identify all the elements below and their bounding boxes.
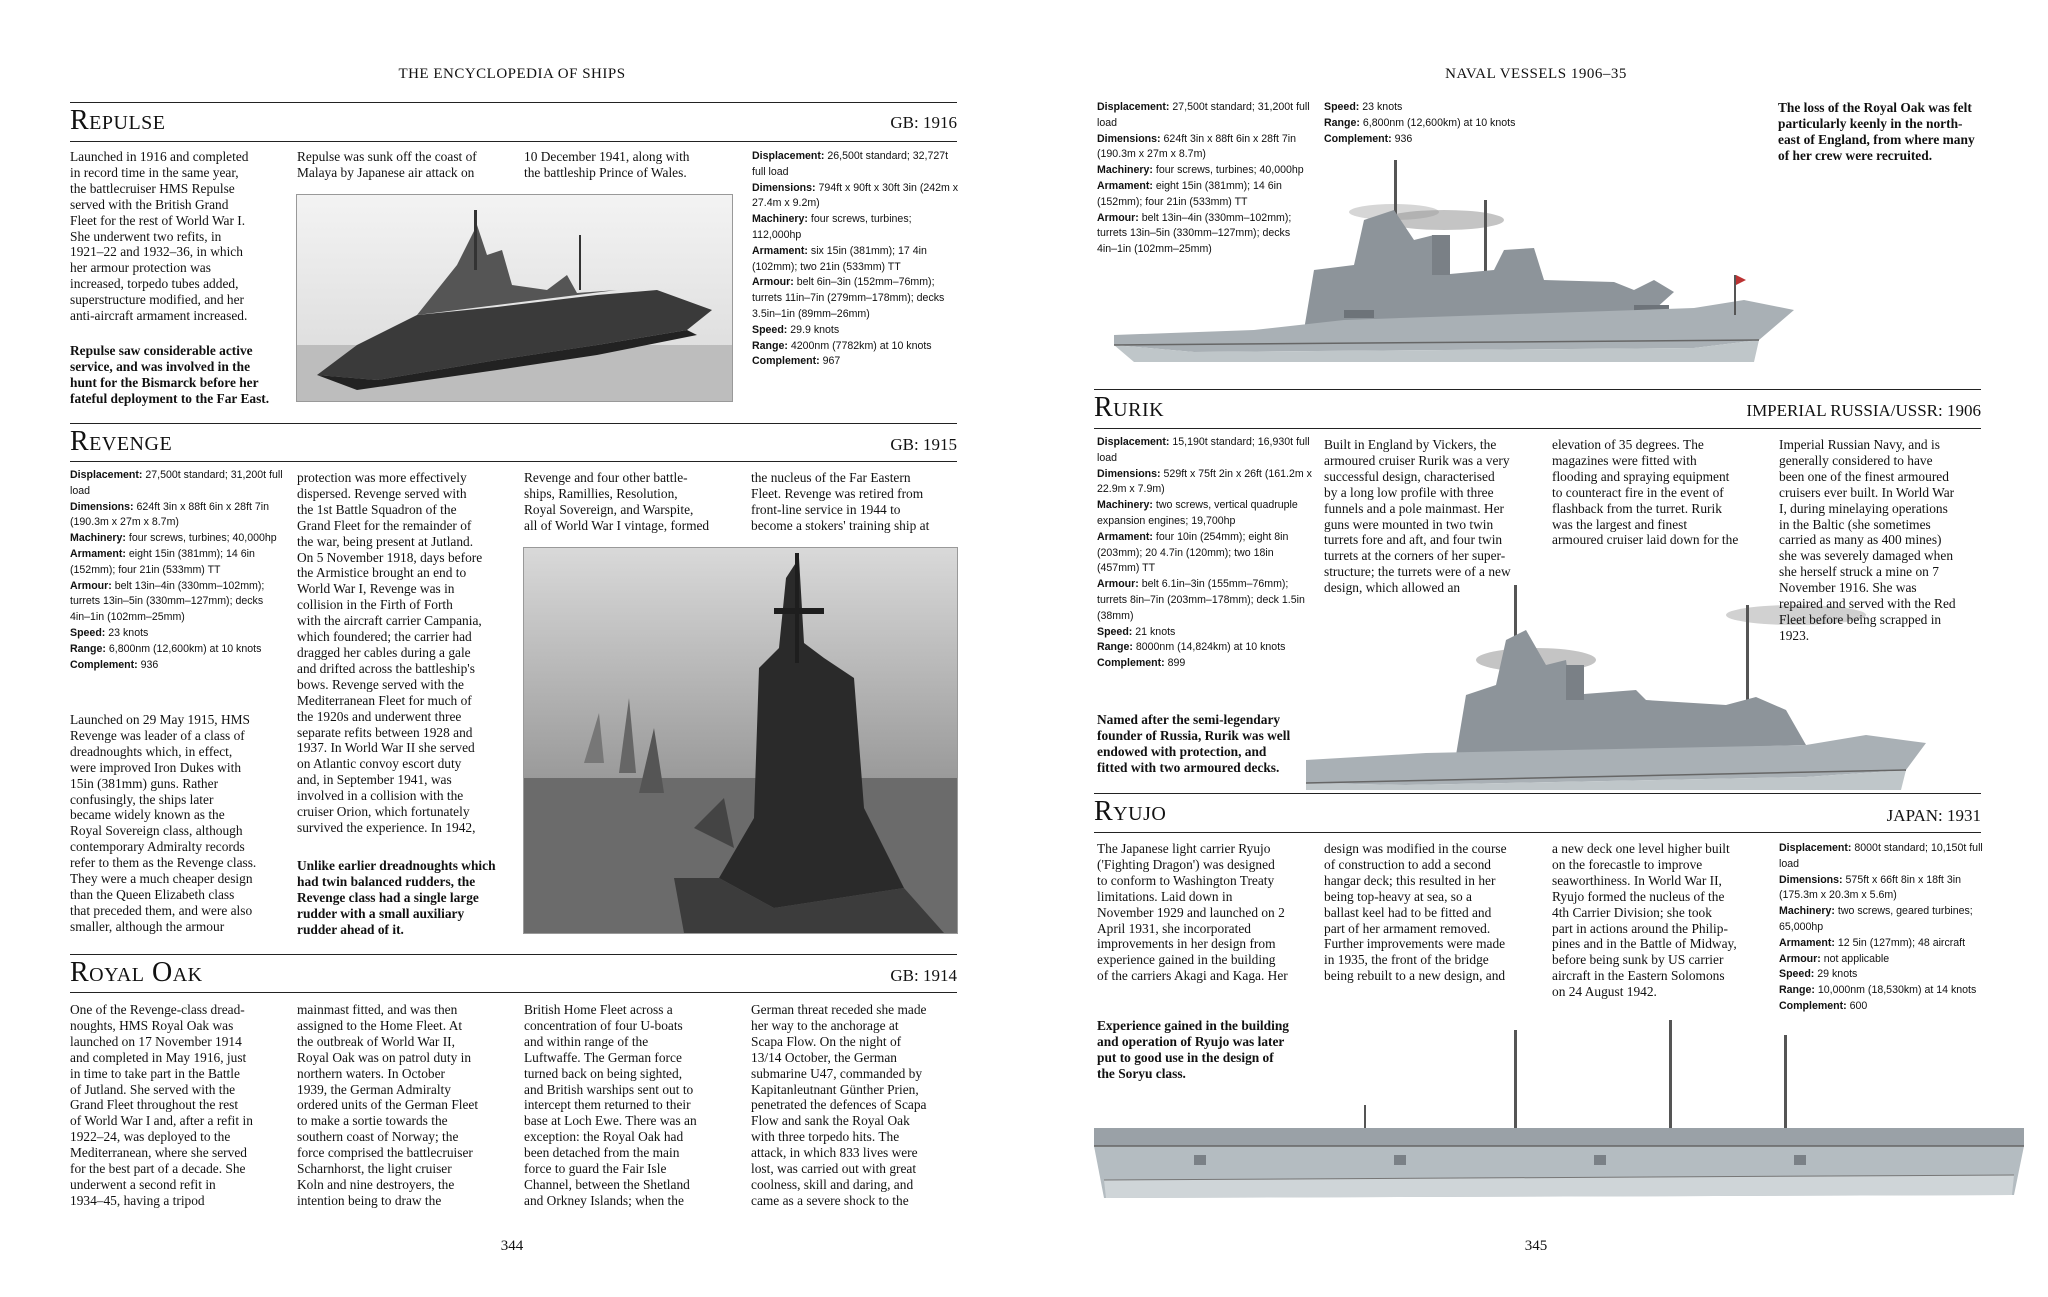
spec-speed: Speed: 29 knots bbox=[1779, 968, 1858, 981]
page-number-right: 345 bbox=[1524, 1238, 1548, 1254]
repulse-country: GB: 1916 bbox=[890, 113, 957, 132]
ryujo-country: JAPAN: 1931 bbox=[1886, 806, 1981, 825]
section-subrule bbox=[70, 141, 957, 142]
revenge-title: Revenge bbox=[70, 426, 173, 457]
royal-oak-text-col3: British Home Fleet across a concentration of four U-boats and within range of the Luftwaffe. The German force turned back on being sighted, and British warships sent out to intercept them returned to their base at Loch Ewe. There was an exception: the Royal Oak had been detached from the main force to guard the Fair Isle Channel, between the Shetland and Orkney Islands; when the bbox=[524, 1002, 697, 1208]
royal-oak-title: Royal Oak bbox=[70, 957, 203, 988]
right-page bbox=[1024, 0, 2048, 1297]
spec-complement: Complement: 936 bbox=[70, 658, 159, 671]
rurik-caption: Named after the semi-legendary founder of Russia, Rurik was well endowed with protection, and fitted with two armoured decks. bbox=[1097, 712, 1291, 775]
ryujo-specs bbox=[1779, 841, 1994, 1015]
ryujo-text-col3: a new deck one level higher built on the forecastle to improve seaworthiness. In World War II, Ryujo formed the nucleus of the 4th Carrier Division; she took part in actions around the Philip- pines and in the Battle of Midway, before being sunk by US carrier aircraft in the Eastern Solomons on 24 August 1942. bbox=[1552, 841, 1737, 1000]
section-subrule bbox=[1094, 832, 1981, 833]
repulse-ship-image bbox=[297, 195, 732, 401]
rurik-title: Rurik bbox=[1094, 392, 1165, 423]
spec-armour: Armour: not applicable bbox=[1779, 952, 1890, 965]
repulse-text-col1: Launched in 1916 and completed in record time in the same year, the battlecruiser HMS Repulse served with the British Grand Fleet for the rest of World War I. She underwent two refits, in 1921–22 and 1932–36, in which her armour protection was increased, torpedo tubes added, superstructure modified, and her anti-aircraft armament increased. bbox=[70, 149, 249, 324]
spec-displacement: Displacement: 15,190t standard; 16,930t full load bbox=[1097, 436, 1310, 464]
spec-machinery: Machinery: four screws, turbines; 40,000hp bbox=[1097, 164, 1304, 177]
spec-complement: Complement: 600 bbox=[1779, 999, 1868, 1012]
revenge-photo bbox=[523, 547, 958, 934]
spec-armament: Armament: 12 5in (127mm); 48 aircraft bbox=[1779, 936, 1966, 949]
rurik-text-col4: Imperial Russian Navy, and is generally considered to have been one of the finest armoured cruisers ever built. In World War I, during minelaying operations in the Baltic (she sometimes carried as many as 400 mines) she was severely damaged when she herself struck a mine on 7 November 1916. She was repaired and served with the Red Fleet before being scrapped in 1923. bbox=[1779, 437, 1956, 643]
revenge-caption: Unlike earlier dreadnoughts which had twin balanced rudders, the Revenge class had a single large rudder with a small auxiliary rudder ahead of it. bbox=[297, 858, 496, 937]
repulse-title: Repulse bbox=[70, 105, 166, 136]
royal-oak-caption: The loss of the Royal Oak was felt particularly keenly in the north- east of England, from where many of her crew were recruited. bbox=[1778, 100, 1975, 163]
section-rule bbox=[1094, 389, 1981, 390]
spec-armour: Armour: belt 13in–4in (330mm–102mm); turrets 13in–5in (330mm–127mm); decks 4in–1in (102mm–25mm) bbox=[70, 579, 265, 624]
section-subrule bbox=[70, 992, 957, 993]
spec-machinery: Machinery: two screws, geared turbines; 65,000hp bbox=[1779, 905, 1973, 933]
spec-machinery: Machinery: two screws, vertical quadruple expansion engines; 19,700hp bbox=[1097, 499, 1298, 527]
revenge-text-col1: Launched on 29 May 1915, HMS Revenge was leader of a class of dreadnoughts which, in effect, were improved Iron Dukes with 15in (381mm) guns. Rather confusingly, the ships later became widely known as the Royal Sovereign class, although contemporary Admiralty records refer to them as the Revenge class. They were a much cheaper design than the Queen Elizabeth class that preceded them, and were also smaller, although the armour bbox=[70, 712, 257, 934]
rurik-country: IMPERIAL RUSSIA/USSR: 1906 bbox=[1746, 401, 1981, 420]
royal-oak-country: GB: 1914 bbox=[890, 966, 957, 985]
repulse-specs bbox=[752, 149, 962, 370]
revenge-ships-image bbox=[524, 548, 957, 933]
spec-machinery: Machinery: four screws, turbines; 112,000hp bbox=[752, 213, 912, 241]
ryujo-illustration bbox=[1094, 1020, 2034, 1210]
running-head-right: NAVAL VESSELS 1906–35 bbox=[1445, 66, 1627, 82]
section-subrule bbox=[1094, 428, 1981, 429]
royal-oak-text-col4: German threat receded she made her way to the anchorage at Scapa Flow. On the night of 13/14 October, the German submarine U47, commanded by Kapitanleutnant Günther Prien, penetrated the defences of Scapa Flow and sank the Royal Oak with three torpedo hits. The attack, in which 833 lives were lost, was carried out with great coolness, skill and daring, and came as a severe shock to the bbox=[751, 1002, 927, 1208]
revenge-text-col4: the nucleus of the Far Eastern Fleet. Revenge was retired from front-line service in 1944 to become a stokers' training ship at bbox=[751, 470, 930, 533]
ryujo-text-col2: design was modified in the course of construction to add a second hangar deck; this resulted in her being top-heavy at sea, so a ballast keel had to be fitted and part of her armament removed. Further improvements were made in 1935, the front of the bridge being rebuilt to a new design, and bbox=[1324, 841, 1507, 984]
spec-armament: Armament: eight 15in (381mm); 14 6in (152mm); four 21in (533mm) TT bbox=[1097, 179, 1282, 208]
section-subrule bbox=[70, 461, 957, 462]
spec-armament: Armament: eight 15in (381mm); 14 6in (152mm); four 21in (533mm) TT bbox=[70, 547, 255, 576]
spec-speed: Speed: 23 knots bbox=[70, 626, 149, 639]
royal-oak-illustration bbox=[1094, 140, 2048, 372]
section-rule bbox=[70, 423, 957, 424]
spec-armament: Armament: four 10in (254mm); eight 8in (203mm); 20 4.7in (120mm); two 18in (457mm) TT bbox=[1097, 530, 1289, 575]
spec-displacement: Displacement: 27,500t standard; 31,200t full load bbox=[1097, 101, 1310, 129]
royal-oak-text-col1: One of the Revenge-class dread- noughts, HMS Royal Oak was launched on 17 November 1914 and completed in May 1916, just in time to take part in the Battle of Jutland. She served with the Grand Fleet throughout the rest of World War I and, after a refit in 1922–24, was deployed to the Mediterranean, where she served for the best part of a decade. She underwent a second refit in 1934–45, having a tripod bbox=[70, 1002, 253, 1208]
spec-range: Range: 10,000nm (18,530km) at 14 knots bbox=[1779, 984, 1977, 997]
revenge-text-col2: protection was more effectively dispersed. Revenge served with the 1st Battle Squadron of the Grand Fleet for the remainder of the war, being present at Jutland. On 5 November 1918, days before the Armistice brought an end to World War I, Revenge was in collision in the Firth of Forth with the aircraft carrier Campania, which foundered; the carrier had dragged her cables during a gale and drifted across the battleship's bows. Revenge served with the Mediterranean Fleet for much of the 1920s and underwent three separate refits between 1928 and 1937. In World War II she served on Atlantic convoy escort duty and, in September 1941, was involved in a collision with the cruiser Orion, which fortunately survived the experience. In 1942, bbox=[297, 470, 483, 835]
royal-oak-profile bbox=[1094, 140, 2048, 372]
spec-speed: Speed: 29.9 knots bbox=[752, 323, 840, 336]
spec-displacement: Displacement: 8000t standard; 10,150t full load bbox=[1779, 842, 1983, 870]
spec-range: Range: 6,800nm (12,600km) at 10 knots bbox=[70, 642, 262, 655]
spec-range: Range: 8000nm (14,824km) at 10 knots bbox=[1097, 641, 1286, 654]
spec-armament: Armament: six 15in (381mm); 17 4in (102mm); two 21in (533mm) TT bbox=[752, 244, 927, 273]
section-rule bbox=[70, 954, 957, 955]
section-rule bbox=[1094, 793, 1981, 794]
repulse-text-col2: Repulse was sunk off the coast of Malaya by Japanese air attack on bbox=[297, 149, 477, 180]
rurik-text-col2: Built in England by Vickers, the armoured cruiser Rurik was a very successful design, characterised by a long low profile with three funnels and a pole mainmast. Her guns were mounted in two twin turrets fore and aft, and four twin turrets at the corners of her super- structure; the turrets were of a new design, which allowed an bbox=[1324, 437, 1511, 596]
running-head-left: THE ENCYCLOPEDIA OF SHIPS bbox=[398, 66, 626, 82]
ryujo-title: Ryujo bbox=[1094, 796, 1167, 827]
spec-armour: Armour: belt 6in–3in (152mm–76mm); turrets 11in–7in (279mm–178mm); decks 3.5in–1in (89mm–26mm) bbox=[752, 276, 945, 320]
spec-dimensions: Dimensions: 529ft x 75ft 2in x 26ft (161.2m x 22.9m x 7.9m) bbox=[1097, 467, 1312, 496]
rurik-specs bbox=[1097, 435, 1312, 672]
spec-dimensions: Dimensions: 624ft 3in x 88ft 6in x 28ft 7in (190.3m x 27m x 8.7m) bbox=[1097, 132, 1297, 161]
repulse-caption: Repulse saw considerable active service, and was involved in the hunt for the Bismarck before her fateful deployment to the Far East. bbox=[70, 343, 270, 406]
spec-speed: Speed: 23 knots bbox=[1324, 101, 1403, 113]
page-number-left: 344 bbox=[500, 1238, 524, 1254]
spec-dimensions: Dimensions: 624ft 3in x 88ft 6in x 28ft 7in (190.3m x 27m x 8.7m) bbox=[70, 500, 270, 529]
spec-complement: Complement: 899 bbox=[1097, 657, 1186, 670]
revenge-specs bbox=[70, 468, 285, 673]
ryujo-caption: Experience gained in the building and operation of Ryujo was later put to good use in the design of the Soryu class. bbox=[1097, 1018, 1289, 1081]
spec-range: Range: 4200nm (7782km) at 10 knots bbox=[752, 339, 932, 352]
repulse-photo bbox=[296, 194, 733, 402]
section-rule bbox=[70, 102, 957, 103]
spec-complement: Complement: 967 bbox=[752, 355, 841, 368]
spec-dimensions: Dimensions: 794ft x 90ft x 30ft 3in (242m x 27.4m x 9.2m) bbox=[752, 181, 959, 210]
spec-complement: Complement: 936 bbox=[1324, 132, 1413, 145]
ryujo-profile bbox=[1094, 1020, 2034, 1210]
rurik-text-col3: elevation of 35 degrees. The magazines were fitted with flooding and spraying equipment to counteract fire in the event of flashback from the turret. Rurik was the largest and finest armoured cruiser laid down for the bbox=[1552, 437, 1739, 548]
revenge-text-col3: Revenge and four other battle- ships, Ramillies, Resolution, Royal Sovereign, and Warspite, all of World War I vintage, formed bbox=[524, 470, 710, 533]
spec-displacement: Displacement: 27,500t standard; 31,200t full load bbox=[70, 469, 283, 497]
ryujo-text-col1: The Japanese light carrier Ryujo ('Fighting Dragon') was designed to conform to Washington Treaty limitations. Laid down in November 1929 and launched on 2 April 1931, she incorporated improvements in her design from experience gained in the building of the carriers Akagi and Kaga. Her bbox=[1097, 841, 1288, 984]
repulse-text-col3: 10 December 1941, along with the battleship Prince of Wales. bbox=[524, 149, 690, 180]
spec-range: Range: 6,800nm (12,600km) at 10 knots bbox=[1324, 116, 1516, 129]
spec-machinery: Machinery: four screws, turbines; 40,000hp bbox=[70, 532, 277, 545]
spec-dimensions: Dimensions: 575ft x 66ft 8in x 18ft 3in (175.3m x 20.3m x 5.6m) bbox=[1779, 873, 1961, 902]
spec-displacement: Displacement: 26,500t standard; 32,727t full load bbox=[752, 150, 949, 178]
spec-speed: Speed: 21 knots bbox=[1097, 625, 1176, 638]
spec-armour: Armour: belt 6.1in–3in (155mm–76mm); turrets 8in–7in (203mm–178mm); deck 1.5in (38mm) bbox=[1097, 578, 1305, 622]
revenge-country: GB: 1915 bbox=[890, 435, 957, 454]
spec-armour: Armour: belt 13in–4in (330mm–102mm); turrets 13in–5in (330mm–127mm); decks 4in–1in (102mm–25mm) bbox=[1097, 211, 1292, 256]
royal-oak-text-col2: mainmast fitted, and was then assigned to the Home Fleet. At the outbreak of World War II, Royal Oak was on patrol duty in northern waters. In October 1939, the German Admiralty ordered units of the German Fleet to make a sortie towards the southern coast of Norway; the force comprised the battlecruiser Scharnhorst, the light cruiser Koln and nine destroyers, the intention being to draw the bbox=[297, 1002, 479, 1208]
